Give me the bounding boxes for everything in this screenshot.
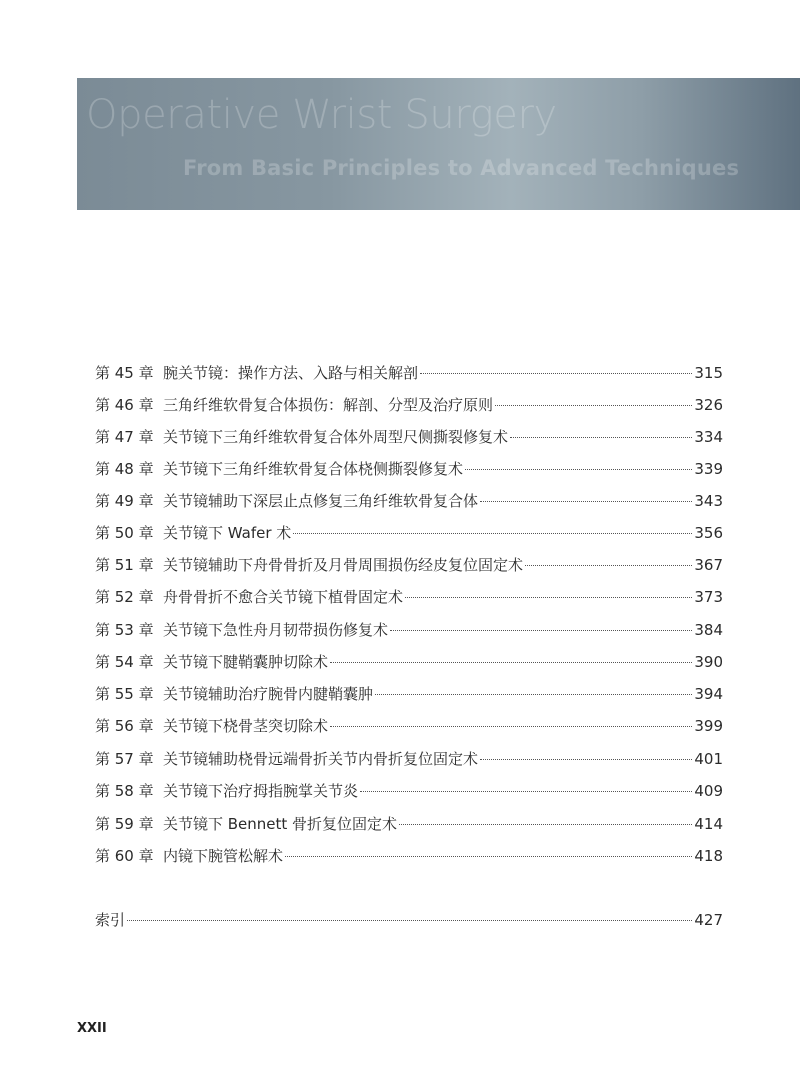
toc-chapter-title: 腕关节镜：操作方法、入路与相关解剖: [163, 364, 419, 382]
toc-entry[interactable]: [95, 651, 723, 673]
toc-chapter-number: 第 55 章: [95, 685, 154, 703]
toc-chapter-number: 第 54 章: [95, 653, 154, 671]
toc-entry[interactable]: [95, 813, 723, 835]
toc-chapter-number: 第 49 章: [95, 492, 154, 510]
toc-leader-dots: [399, 823, 692, 825]
toc-page-number: 326: [694, 396, 723, 414]
toc-page-number: 390: [694, 653, 723, 671]
toc-entry[interactable]: [95, 586, 723, 608]
toc-entry[interactable]: [95, 683, 723, 705]
toc-leader-dots: [375, 693, 692, 695]
toc-leader-dots: [390, 629, 692, 631]
toc-chapter-title: 关节镜下治疗拇指腕掌关节炎: [163, 782, 359, 800]
toc-leader-dots: [330, 661, 692, 663]
toc-page-number: 394: [694, 685, 723, 703]
toc-chapter-title: 关节镜下 Wafer 术: [163, 524, 292, 542]
toc-chapter-title: 关节镜辅助治疗腕骨内腱鞘囊肿: [163, 685, 374, 703]
toc-leader-dots: [330, 725, 692, 727]
toc-chapter-title: 三角纤维软骨复合体损伤：解剖、分型及治疗原则: [163, 396, 494, 414]
toc-chapter-number: 第 45 章: [95, 364, 154, 382]
toc-entry[interactable]: [95, 748, 723, 770]
toc-chapter-number: 第 52 章: [95, 588, 154, 606]
toc-page-number: 339: [694, 460, 723, 478]
toc-chapter-number: 第 50 章: [95, 524, 154, 542]
toc-chapter-number: 第 46 章: [95, 396, 154, 414]
toc-chapter-number: 第 47 章: [95, 428, 154, 446]
toc-page-number: 373: [694, 588, 723, 606]
book-subtitle: From Basic Principles to Advanced Techniques: [183, 156, 740, 180]
toc-entry[interactable]: [95, 426, 723, 448]
toc-leader-dots: [480, 500, 692, 502]
toc-page-number: 414: [694, 815, 723, 833]
toc-chapter-number: 第 48 章: [95, 460, 154, 478]
toc-leader-dots: [405, 596, 692, 598]
toc-chapter-title: 关节镜下桡骨茎突切除术: [163, 717, 329, 735]
toc-page-number: 334: [694, 428, 723, 446]
toc-entry[interactable]: [95, 619, 723, 641]
toc-chapter-title: 关节镜下三角纤维软骨复合体桡侧撕裂修复术: [163, 460, 464, 478]
page-number: XXII: [77, 1021, 107, 1036]
toc-chapter-number: 第 58 章: [95, 782, 154, 800]
toc-entry[interactable]: [95, 490, 723, 512]
toc-leader-dots: [420, 372, 692, 374]
toc-leader-dots: [495, 404, 692, 406]
toc-leader-dots: [293, 532, 692, 534]
toc-chapter-title: 关节镜辅助下深层止点修复三角纤维软骨复合体: [163, 492, 479, 510]
toc-entry[interactable]: [95, 780, 723, 802]
toc-chapter-number: 第 57 章: [95, 750, 154, 768]
toc-page-number: 409: [694, 782, 723, 800]
toc-entry[interactable]: [95, 362, 723, 384]
toc-page-number: 343: [694, 492, 723, 510]
toc-page-number: 356: [694, 524, 723, 542]
toc-chapter-title: 关节镜辅助桡骨远端骨折关节内骨折复位固定术: [163, 750, 479, 768]
book-title: Operative Wrist Surgery: [86, 92, 557, 138]
toc-index-page-number: 427: [694, 911, 723, 929]
toc-page-number: 384: [694, 621, 723, 639]
toc-chapter-number: 第 60 章: [95, 847, 154, 865]
toc-chapter-title: 内镜下腕管松解术: [163, 847, 284, 865]
toc-entry[interactable]: [95, 554, 723, 576]
toc-entry[interactable]: [95, 522, 723, 544]
header-banner: [77, 78, 800, 210]
toc-chapter-title: 关节镜下三角纤维软骨复合体外周型尺侧撕裂修复术: [163, 428, 509, 446]
toc-chapter-number: 第 53 章: [95, 621, 154, 639]
toc-leader-dots: [127, 919, 692, 921]
toc-index-entry[interactable]: [95, 909, 723, 931]
toc-leader-dots: [525, 564, 692, 566]
toc-chapter-title: 关节镜辅助下舟骨骨折及月骨周围损伤经皮复位固定术: [163, 556, 524, 574]
toc-chapter-title: 舟骨骨折不愈合关节镜下植骨固定术: [163, 588, 404, 606]
toc-leader-dots: [285, 855, 692, 857]
toc-entry[interactable]: [95, 845, 723, 867]
toc-leader-dots: [360, 790, 692, 792]
toc-chapter-title: 关节镜下急性舟月韧带损伤修复术: [163, 621, 389, 639]
toc-chapter-number: 第 56 章: [95, 717, 154, 735]
toc-page-number: 315: [694, 364, 723, 382]
toc-page-number: 401: [694, 750, 723, 768]
toc-page-number: 367: [694, 556, 723, 574]
toc-chapter-number: 第 51 章: [95, 556, 154, 574]
toc-leader-dots: [480, 758, 692, 760]
toc-leader-dots: [510, 436, 692, 438]
toc-chapter-title: 关节镜下 Bennett 骨折复位固定术: [163, 815, 398, 833]
toc-chapter-title: 关节镜下腱鞘囊肿切除术: [163, 653, 329, 671]
toc-entry[interactable]: [95, 394, 723, 416]
toc-page-number: 399: [694, 717, 723, 735]
toc-page-number: 418: [694, 847, 723, 865]
toc-chapter-number: 第 59 章: [95, 815, 154, 833]
toc-entry[interactable]: [95, 715, 723, 737]
toc-entry[interactable]: [95, 458, 723, 480]
toc-index-title: 索引: [95, 911, 126, 929]
toc-leader-dots: [465, 468, 692, 470]
